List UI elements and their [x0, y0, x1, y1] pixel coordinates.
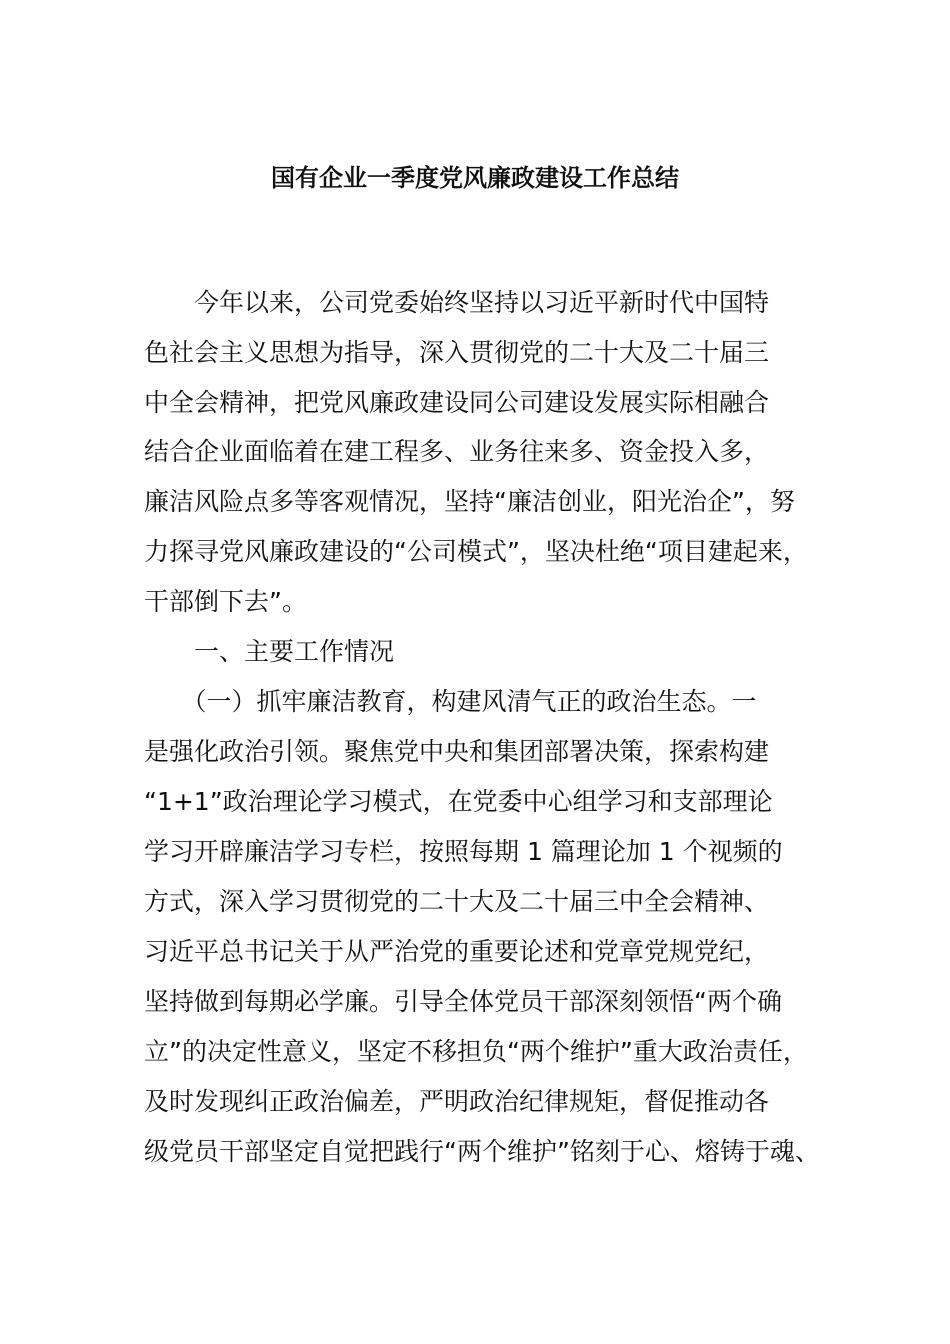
body-line: 干部倒下去”。 [144, 587, 307, 616]
body-line: 习近平总书记关于从严治党的重要论述和党章党规党纪， [144, 937, 770, 966]
body-line: 学习开辟廉洁学习专栏，按照每期 1 篇理论加 1 个视频的 [144, 837, 783, 866]
body-line: 立”的决定性意义，坚定不移担负“两个维护”重大政治责任， [144, 1037, 808, 1066]
body-line: （一）抓牢廉洁教育，构建风清气正的政治生态。一 [144, 687, 757, 716]
document-title: 国有企业一季度党风廉政建设工作总结 [271, 164, 679, 192]
body-line: 是强化政治引领。聚焦党中央和集团部署决策，探索构建 [144, 737, 770, 766]
body-line: 级党员干部坚定自觉把践行“两个维护”铭刻于心、熔铸于魂、 [144, 1137, 820, 1166]
body-line: “1+1”政治理论学习模式，在党委中心组学习和支部理论 [144, 787, 773, 816]
body-line: 力探寻党风廉政建设的“公司模式”，坚决杜绝“项目建起来， [144, 537, 808, 566]
body-line: 结合企业面临着在建工程多、业务往来多、资金投入多， [144, 437, 770, 466]
body-line: 色社会主义思想为指导，深入贯彻党的二十大及二十届三 [144, 338, 770, 367]
body-line: 及时发现纠正政治偏差，严明政治纪律规矩，督促推动各 [144, 1087, 770, 1116]
section-heading: 一、主要工作情况 [144, 637, 395, 666]
body-line: 坚持做到每期必学廉。引导全体党员干部深刻领悟“两个确 [144, 987, 782, 1016]
body-line: 中全会精神，把党风廉政建设同公司建设发展实际相融合 [144, 388, 770, 417]
body-line: 今年以来，公司党委始终坚持以习近平新时代中国特 [144, 288, 770, 317]
body-line: 方式，深入学习贯彻党的二十大及二十届三中全会精神、 [144, 887, 770, 916]
body-line: 廉洁风险点多等客观情况，坚持“廉洁创业，阳光治企”，努 [144, 487, 795, 516]
